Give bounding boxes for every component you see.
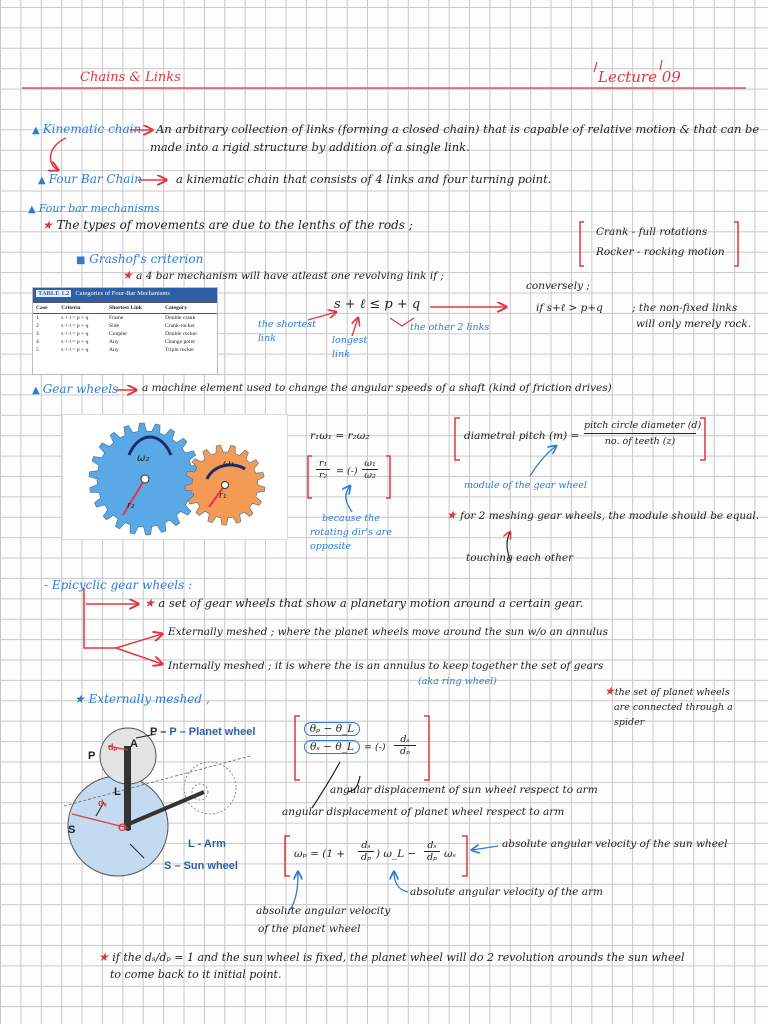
point-o-label: O <box>118 822 127 834</box>
omega-eq-lhs: ωₚ = (1 + <box>294 848 346 860</box>
point-p-label: P <box>88 750 96 762</box>
epicyclic-heading: - Epicyclic gear wheels : <box>44 578 193 592</box>
conversely-inequality: if s+ℓ > p+q <box>536 302 603 314</box>
planet-note-line-1: ★the set of planet wheels <box>604 684 730 698</box>
longest-link-note: longest link <box>332 335 368 360</box>
gear-wheels-def: a machine element used to change the angular speeds of a shaft (kind of friction drives) <box>142 382 612 394</box>
gear-eq-2-mid: = (-) <box>336 466 358 477</box>
table-body <box>33 302 217 354</box>
conversely-text-2: will only merely rock. <box>636 318 752 330</box>
shortest-link-note: the shortest link <box>258 319 316 344</box>
table-cell: s + l > p + q <box>61 347 89 353</box>
gear-illustration <box>62 414 288 540</box>
diametral-pitch-label: diametral pitch (m) = <box>464 430 580 442</box>
module-note: module of the gear wheel <box>464 480 587 491</box>
dp-numerator: pitch circle diameter (d) <box>584 420 696 434</box>
because-note <box>310 512 392 554</box>
planet-note <box>604 684 733 730</box>
r-small-label: r₁ <box>219 491 227 501</box>
theta-den: θₛ − θ_L <box>304 740 360 754</box>
table-rows <box>33 314 217 355</box>
grashof-heading: ■ Grashof's criterion <box>76 252 204 266</box>
kinematic-chain-def-2: made into a rigid structure by addition of a single link. <box>150 140 470 154</box>
theta-num: θₚ − θ_L <box>304 722 360 736</box>
gear-eq-2-num-left: r₁ <box>316 458 330 470</box>
four-bar-mech-heading: ▲ Four bar mechanisms <box>28 202 160 215</box>
grashof-point: ★ a 4 bar mechanism will have atleast one revolving link if ; <box>122 268 444 282</box>
gear-eq-1: r₁ω₁ = r₂ω₂ <box>310 430 370 442</box>
final-note-1: ★ if the dₛ/dₚ = 1 and the sun wheel is fixed, the planet wheel will do 2 revolution arounds the sun wheel <box>98 950 685 964</box>
star-bullet-icon: ★ <box>122 268 133 282</box>
externally-meshed-def: Externally meshed ; where the planet wheels move around the sun w/o an annulus <box>168 626 609 638</box>
theta-rhs-num: dₛ <box>394 734 416 746</box>
epicyclic-svg <box>64 716 250 878</box>
sun-wheel-label: S – Sun wheel <box>164 860 238 872</box>
other-links-note: the other 2 links <box>410 322 490 333</box>
four-bar-chain-term: ▲ Four Bar Chain <box>38 172 143 186</box>
omega-frac-2-num: dₛ <box>424 840 440 852</box>
table-row <box>33 314 217 323</box>
table-cell: Any <box>109 339 119 345</box>
table-cell: Double rocker <box>164 331 198 337</box>
crank-text: Crank - full rotations <box>596 226 708 238</box>
table-cell: 4 <box>36 339 39 345</box>
ang-sun-note: angular displacement of sun wheel respect to arm <box>330 784 598 796</box>
table-cell: Triple rocker <box>164 347 195 353</box>
star-bullet-icon: ★ <box>42 218 53 232</box>
abs-sun-note: absolute angular velocity of the sun wheel <box>502 838 728 850</box>
table-cell: s + l < p + q <box>61 315 89 321</box>
triangle-bullet-icon: ▲ <box>38 175 46 186</box>
dp-denominator: no. of teeth (z) <box>604 436 676 447</box>
gear-eq-2-num-right: ω₁ <box>362 458 378 470</box>
grashof-inequality: s + ℓ ≤ p + q <box>334 297 421 312</box>
rocker-text: Rocker - rocking motion <box>596 246 725 258</box>
because-line: opposite <box>310 541 351 552</box>
table-cell: 3 <box>36 331 39 337</box>
conversely-text-1: ; the non-fixed links <box>632 302 738 314</box>
abs-arm-note: absolute angular velocity of the arm <box>410 886 603 898</box>
kinematic-chain-term: ▲ Kinematic chain <box>32 122 142 136</box>
star-bullet-icon: ★ <box>74 692 85 706</box>
table-cell: Any <box>109 347 119 353</box>
four-bar-mech-point: ★ The types of movements are due to the lenths of the rods ; <box>42 218 413 232</box>
ext-meshed-heading: ★ Externally meshed , <box>74 692 210 706</box>
omega-eq-rhs: ωₛ <box>444 848 457 860</box>
four-bar-chain-def: a kinematic chain that consists of 4 links and four turning point. <box>176 172 552 186</box>
table-cell: s + l < p + q <box>61 331 89 337</box>
omega-frac-1-den: dₚ <box>361 852 371 863</box>
table-cell: Double crank <box>164 315 196 321</box>
touching-note: touching each other <box>466 552 574 564</box>
dp-label: dₚ <box>108 742 118 752</box>
gear-eq-2-den-right: ω₂ <box>364 470 376 481</box>
gear-svg <box>63 415 287 539</box>
table-header: Shortest Link <box>106 303 162 314</box>
omega-eq-mid: ) ω_L − <box>376 848 417 860</box>
epicyclic-diagram <box>64 716 256 878</box>
orbit-planet-icon <box>184 762 236 814</box>
theta-fraction <box>304 722 360 754</box>
triangle-bullet-icon: ▲ <box>32 125 40 136</box>
table-row <box>33 338 217 346</box>
omega-frac-2 <box>424 840 440 863</box>
table-row <box>33 330 217 338</box>
internally-meshed-def: Internally meshed ; it is where the is an annulus to keep together the set of gears <box>168 660 604 672</box>
point-s-label: S <box>68 824 76 836</box>
meshing-note: ★ for 2 meshing gear wheels, the module should be equal. <box>446 508 760 522</box>
gear-wheels-term: ▲ Gear wheels <box>32 382 119 396</box>
abs-planet-line-1: absolute angular velocity <box>256 905 391 917</box>
epicyclic-point: ★ a set of gear wheels that show a planetary motion around a certain gear. <box>144 596 584 610</box>
table-caption: TABLE 1.2 Categories of Four-Bar Mechanisms <box>33 288 217 302</box>
omega-frac-1 <box>358 840 374 863</box>
arm-label: L - Arm <box>188 838 226 850</box>
four-bar-table <box>32 287 218 375</box>
theta-mid: = (-) <box>364 742 386 753</box>
star-bullet-icon: ★ <box>98 950 109 964</box>
table-cell: Change point <box>164 339 195 345</box>
arm-l-label: L <box>114 786 121 798</box>
table-cell: s + l < p + q <box>61 323 89 329</box>
planet-note-line-3: spider <box>614 717 645 728</box>
omega-big-label: ω₂ <box>137 453 150 464</box>
table-cell: s + l = p + q <box>61 339 89 345</box>
point-a-label: A <box>130 738 138 750</box>
gear-eq-2-left <box>316 458 330 481</box>
triangle-bullet-icon: ▲ <box>28 204 36 215</box>
square-bullet-icon: ■ <box>76 255 86 266</box>
planet-wheel-label: P – P – Planet wheel <box>150 726 256 738</box>
because-line: rotating dir's are <box>310 527 392 538</box>
omega-small-label: ω₁ <box>223 459 235 469</box>
gear-eq-2-right <box>362 458 378 481</box>
table-cell: 5 <box>36 347 39 353</box>
table-header: Category <box>162 303 217 314</box>
abs-planet-line-2: of the planet wheel <box>258 923 361 935</box>
theta-rhs-den: dₚ <box>400 746 410 757</box>
abs-planet-note <box>256 902 390 938</box>
table-row <box>33 346 217 354</box>
theta-rhs <box>394 734 416 757</box>
table-cell: Crank-rocker <box>164 323 195 329</box>
lecture-number: Lecture 09 <box>598 68 681 86</box>
triangle-bullet-icon: ▲ <box>32 385 40 396</box>
annulus-note: (aka ring wheel) <box>418 676 497 687</box>
table-row <box>33 322 217 330</box>
page-title: Chains & Links <box>80 70 181 85</box>
planet-note-line-2: are connected through a <box>614 702 733 713</box>
conversely-text: conversely ; <box>526 280 590 292</box>
gear-eq-2-den-left: r₂ <box>318 470 328 481</box>
final-note-2: to come back to it initial point. <box>110 968 282 981</box>
table-header-row <box>33 303 217 314</box>
arm-link-icon <box>124 746 131 830</box>
table-cell: 1 <box>36 315 39 321</box>
omega-frac-2-den: dₚ <box>427 852 437 863</box>
table-header: Case <box>33 303 58 314</box>
arrow-curve <box>50 138 66 170</box>
omega-frac-1-num: dₛ <box>358 840 374 852</box>
table-header: Criteria <box>58 303 106 314</box>
table-cell: Coupler <box>109 331 128 337</box>
kinematic-chain-def-1: An arbitrary collection of links (forming a closed chain) that is capable of relative motion & that can be <box>156 122 760 136</box>
star-bullet-icon: ★ <box>446 508 457 522</box>
table-cell: Frame <box>109 315 124 321</box>
diametral-pitch-fraction <box>584 420 702 447</box>
table-cell: 2 <box>36 323 39 329</box>
ang-planet-note: angular displacement of planet wheel respect to arm <box>282 806 565 818</box>
r-big-label: r₂ <box>127 501 135 511</box>
star-bullet-icon: ★ <box>604 684 615 698</box>
table-cell: Side <box>109 323 119 329</box>
star-bullet-icon: ★ <box>144 596 155 610</box>
because-line: because the <box>322 513 380 524</box>
ds-label: dₛ <box>98 798 107 808</box>
